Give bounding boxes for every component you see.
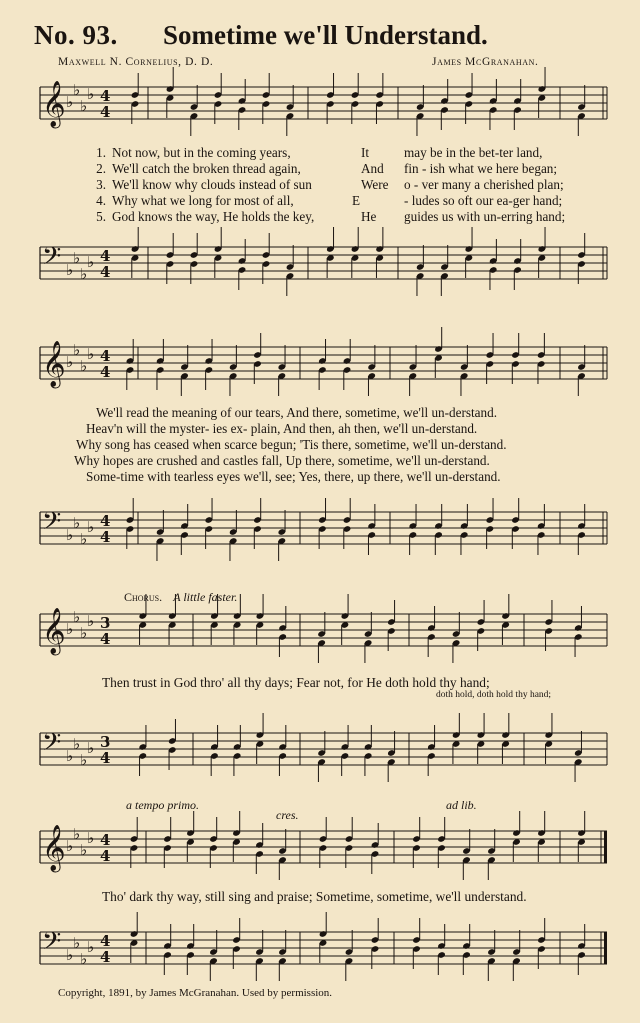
crescendo-marking: cres. (276, 808, 299, 822)
chord-notes (487, 930, 496, 981)
flat-icon: ♭ (66, 946, 74, 964)
verse-pickup-3: Were (361, 177, 389, 192)
verse-end-3: o - ver many a cherished plan; (404, 177, 564, 192)
time-signature-bottom: 4 (100, 948, 111, 966)
flat-icon: ♭ (80, 265, 88, 283)
chord-notes (371, 918, 380, 969)
chord-notes (255, 930, 264, 981)
bass-clef-icon: 𝄢 (42, 927, 62, 962)
time-signature-top: 4 (100, 512, 111, 530)
treble-clef-icon: 𝄞 (42, 825, 66, 871)
time-signature-top: 4 (100, 347, 111, 365)
time-signature-top: 4 (100, 87, 111, 105)
flat-icon: ♭ (80, 751, 88, 769)
refrain-line-3: Why song has ceased when scarce begun; 'Tis there, sometime, we'll un-derstand. (76, 437, 507, 452)
chorus-lyric-line-2: Tho' dark thy way, still sing and praise; Sometime, sometime, we'll understand. (102, 889, 527, 904)
flat-icon: ♭ (66, 93, 74, 111)
flat-icon: ♭ (87, 612, 95, 630)
treble-clef-icon: 𝄞 (42, 608, 66, 654)
time-signature-bottom: 4 (100, 847, 111, 865)
staff-lines (40, 932, 607, 964)
refrain-line-2: Heav'n will the myster- ies ex- plain, And then, ah then, we'll un-derstand. (86, 421, 478, 436)
chord-notes (278, 930, 287, 981)
flat-icon: ♭ (80, 97, 88, 115)
flat-icon: ♭ (80, 357, 88, 375)
flat-icon: ♭ (87, 739, 95, 757)
time-signature-top: 4 (100, 932, 111, 950)
chord-notes (537, 918, 546, 969)
flat-icon: ♭ (87, 829, 95, 847)
time-signature-top: 4 (100, 247, 111, 265)
flat-icon: ♭ (80, 841, 88, 859)
time-signature-top: 4 (100, 831, 111, 849)
verse-end-4: - ludes so oft our ea-ger hand; (404, 193, 563, 208)
flat-icon: ♭ (66, 620, 74, 638)
lyricist-credit: Maxwell N. Cornelius, D. D. (58, 56, 214, 68)
verse-line-1: 1. Not now, but in the coming years, (96, 145, 291, 160)
chorus-tempo: A little faster. (173, 590, 238, 604)
flat-icon: ♭ (73, 514, 81, 532)
flat-icon: ♭ (66, 526, 74, 544)
verse-line-3: 3. We'll know why clouds instead of sun (96, 177, 312, 192)
flat-icon: ♭ (87, 938, 95, 956)
verse-pickup-5: He (361, 209, 377, 224)
flat-icon: ♭ (73, 81, 81, 99)
chord-notes (512, 930, 521, 981)
chorus-label: Chorus. (124, 590, 163, 604)
verse-line-5: 5. God knows the way, He holds the key, (96, 209, 315, 224)
chord-notes (412, 918, 421, 969)
chord-notes (232, 918, 241, 969)
refrain-line-4: Why hopes are crushed and castles fall, Up there, sometime, we'll un-derstand. (74, 453, 490, 468)
chord-notes (130, 912, 139, 963)
chord-notes (319, 912, 328, 963)
flat-icon: ♭ (87, 518, 95, 536)
flat-icon: ♭ (80, 530, 88, 548)
verse-end-1: may be in the bet-ter land, (404, 145, 543, 160)
refrain-line-1: We'll read the meaning of our tears, And there, sometime, we'll un-derstand. (96, 405, 498, 420)
treble-clef-icon: 𝄞 (42, 81, 66, 127)
verse-line-2: 2. We'll catch the broken thread again, (96, 161, 301, 176)
tempo-primo-marking: a tempo primo. (126, 798, 199, 812)
flat-icon: ♭ (87, 85, 95, 103)
refrain-line-5: Some-time with tearless eyes we'll, see; Yes, there, up there, we'll un-derstand. (86, 469, 501, 484)
flat-icon: ♭ (66, 353, 74, 371)
time-signature-top: 3 (100, 614, 111, 632)
time-signature-bottom: 4 (100, 363, 111, 381)
time-signature-bottom: 4 (100, 528, 111, 546)
flat-icon: ♭ (73, 341, 81, 359)
treble-clef-icon: 𝄞 (42, 341, 66, 387)
flat-icon: ♭ (73, 735, 81, 753)
flat-icon: ♭ (73, 608, 81, 626)
flat-icon: ♭ (87, 253, 95, 271)
bass-clef-icon: 𝄢 (42, 507, 62, 542)
flat-icon: ♭ (80, 950, 88, 968)
chorus-lyric-line-1: Then trust in God thro' all thy days; Fear not, for He doth hold thy hand; (102, 675, 490, 690)
chord-notes (209, 930, 218, 981)
copyright-notice: Copyright, 1891, by James McGranahan. Used by permission. (58, 987, 333, 999)
time-signature-top: 3 (100, 733, 111, 751)
hymn-title: Sometime we'll Understand. (163, 20, 488, 50)
hymn-number: No. 93. (34, 20, 118, 50)
bass-clef-icon: 𝄢 (42, 728, 62, 763)
flat-icon: ♭ (80, 624, 88, 642)
verse-pickup-1: It (361, 145, 370, 160)
chord-notes (345, 930, 354, 981)
verse-end-5: guides us with un-erring hand; (404, 209, 566, 224)
time-signature-bottom: 4 (100, 630, 111, 648)
time-signature-bottom: 4 (100, 749, 111, 767)
time-signature-bottom: 4 (100, 103, 111, 121)
verse-pickup-4: E (352, 193, 361, 208)
flat-icon: ♭ (73, 825, 81, 843)
verse-line-4: 4. Why what we long for most of all, (96, 193, 294, 208)
chorus-echo-lyric: doth hold, doth hold thy hand; (436, 690, 552, 700)
time-signature-bottom: 4 (100, 263, 111, 281)
ad-lib-marking: ad lib. (446, 798, 477, 812)
flat-icon: ♭ (87, 345, 95, 363)
flat-icon: ♭ (66, 837, 74, 855)
composer-credit: James McGranahan. (432, 56, 539, 68)
verse-end-2: fin - ish what we here began; (404, 161, 558, 176)
verse-pickup-2: And (361, 161, 384, 176)
flat-icon: ♭ (66, 261, 74, 279)
bass-clef-icon: 𝄢 (42, 242, 62, 277)
flat-icon: ♭ (73, 934, 81, 952)
flat-icon: ♭ (66, 747, 74, 765)
flat-icon: ♭ (73, 249, 81, 267)
